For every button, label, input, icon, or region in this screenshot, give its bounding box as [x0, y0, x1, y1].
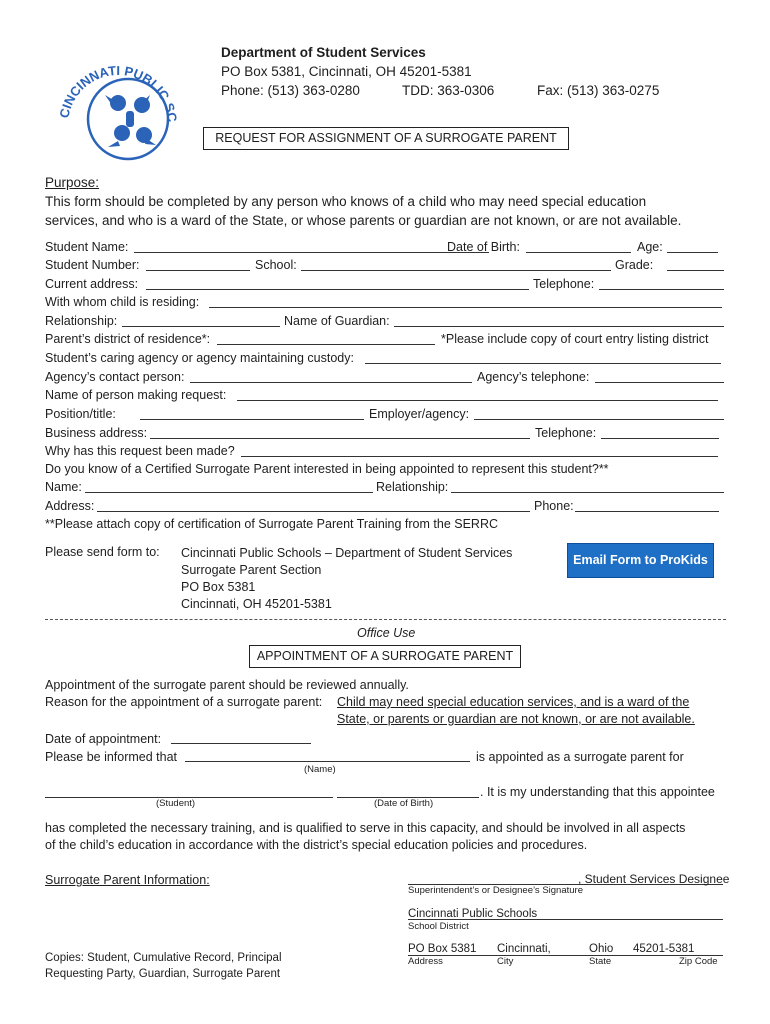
know-surrogate-label: Do you know of a Certified Surrogate Parent interested in being appointed to represent this student?** [45, 462, 609, 476]
send-to-address [181, 545, 512, 613]
send-to-line1: Cincinnati Public Schools – Department of Student Services [181, 546, 513, 560]
agency-label: Student’s caring agency or agency maintaining custody: [45, 351, 354, 365]
name-caption: (Name) [304, 764, 336, 775]
student-field[interactable] [45, 783, 333, 798]
reason-line1: Child may need special education services, and is a ward of the [337, 695, 690, 709]
guardian-name-label: Name of Guardian: [284, 314, 390, 328]
svg-text:CINCINNATI PUBLIC SCHOOLS [50, 55, 180, 123]
student-name-label: Student Name: [45, 240, 129, 254]
review-text: Appointment of the surrogate parent should be reviewed annually. [45, 678, 409, 692]
name-label: Name: [45, 480, 82, 494]
phone-field[interactable] [575, 497, 719, 512]
cert-note: **Please attach copy of certification of Surrogate Parent Training from the SERRC [45, 517, 499, 531]
send-to-line3: PO Box 5381 [181, 580, 256, 594]
residing-label: With whom child is residing: [45, 295, 200, 309]
student-name-field[interactable] [134, 238, 489, 253]
district-field[interactable] [217, 330, 435, 345]
cps-logo [50, 55, 185, 173]
student-number-field[interactable] [146, 256, 250, 271]
date-appointment-label: Date of appointment: [45, 732, 162, 746]
telephone2-field[interactable] [601, 424, 719, 439]
why-field[interactable] [241, 442, 718, 457]
dept-name: Department of Student Services [221, 45, 426, 60]
zip-caption: Zip Code [679, 956, 718, 967]
business-address-label: Business address: [45, 426, 148, 440]
understanding-text: . It is my understanding that this appointee [480, 785, 715, 799]
school-label: School: [255, 258, 297, 272]
completed-line1: has completed the necessary training, and is qualified to serve in this capacity, and should be involved in all aspects [45, 821, 686, 835]
reason-label: Reason for the appointment of a surrogate parent: [45, 695, 323, 709]
logo-graphic [50, 55, 185, 173]
city-caption: City [497, 956, 514, 967]
grade-field[interactable] [667, 256, 724, 271]
residing-field[interactable] [209, 293, 722, 308]
name-field[interactable] [85, 478, 373, 493]
student-number-label: Student Number: [45, 258, 140, 272]
send-to-label: Please send form to: [45, 545, 160, 559]
reason-line2: State, or parents or guardian are not known, or are not available. [337, 712, 695, 726]
address-caption: Address [408, 956, 443, 967]
relationship-field[interactable] [122, 312, 280, 327]
dob-field[interactable] [526, 238, 631, 253]
current-address-field[interactable] [146, 275, 529, 290]
agency-phone-label: Agency’s telephone: [477, 370, 590, 384]
address-field[interactable] [97, 497, 530, 512]
dept-fax: Fax: (513) 363-0275 [537, 83, 660, 98]
agency-phone-field[interactable] [595, 368, 724, 383]
relationship-label: Relationship: [45, 314, 118, 328]
form-title: REQUEST FOR ASSIGNMENT OF A SURROGATE PARENT [203, 127, 569, 150]
office-use-label: Office Use [357, 626, 416, 640]
why-label: Why has this request been made? [45, 444, 235, 458]
employer-field[interactable] [474, 405, 724, 420]
requester-field[interactable] [237, 386, 718, 401]
employer-label: Employer/agency: [369, 407, 470, 421]
student-dob-field[interactable] [337, 783, 479, 798]
copies-line2: Requesting Party, Guardian, Surrogate Parent [45, 968, 281, 980]
telephone-field[interactable] [599, 275, 724, 290]
po-value: PO Box 5381 [408, 943, 477, 955]
district-caption: School District [408, 921, 469, 932]
dept-tdd: TDD: 363-0306 [402, 83, 495, 98]
send-to-line2: Surrogate Parent Section [181, 563, 322, 577]
completed-line2: of the child’s education in accordance with the district’s special education policies and procedures. [45, 838, 588, 852]
relationship2-field[interactable] [451, 478, 724, 493]
informed-label: Please be informed that [45, 750, 178, 764]
dept-address: PO Box 5381, Cincinnati, OH 45201-5381 [221, 64, 472, 79]
appointed-text: is appointed as a surrogate parent for [476, 750, 684, 764]
age-field[interactable] [667, 238, 718, 253]
agency-contact-label: Agency’s contact person: [45, 370, 185, 384]
requester-label: Name of person making request: [45, 388, 227, 402]
surrogate-info-label: Surrogate Parent Information: [45, 873, 210, 887]
telephone-label: Telephone: [533, 277, 595, 291]
logo-text: CINCINNATI PUBLIC SC [56, 62, 181, 123]
signature-caption: Superintendent’s or Designee’s Signature [408, 885, 583, 896]
state-value: Ohio [589, 943, 614, 955]
position-field[interactable] [140, 405, 364, 420]
guardian-name-field[interactable] [394, 312, 724, 327]
dept-phone: Phone: (513) 363-0280 [221, 83, 360, 98]
designee-text: , Student Services Designee [578, 872, 730, 886]
purpose-line1: This form should be completed by any person who knows of a child who may need special education [45, 194, 647, 209]
district-note: *Please include copy of court entry listing district [441, 332, 709, 346]
send-to-line4: Cincinnati, OH 45201-5381 [181, 597, 332, 611]
date-appointment-field[interactable] [171, 729, 311, 744]
school-field[interactable] [301, 256, 611, 271]
student-caption: (Student) [156, 798, 196, 809]
dob-label: Date of Birth: [447, 240, 520, 254]
agency-field[interactable] [365, 349, 721, 364]
relationship2-label: Relationship: [376, 480, 449, 494]
purpose-line2: services, and who is a ward of the State, or whose parents or guardian are not known, or are not available. [45, 213, 682, 228]
grade-label: Grade: [615, 258, 654, 272]
copies-block [45, 950, 282, 982]
appointment-title: APPOINTMENT OF A SURROGATE PARENT [249, 645, 521, 668]
district-value: Cincinnati Public Schools [408, 908, 538, 920]
appointee-name-field[interactable] [185, 747, 470, 762]
state-caption: State [589, 956, 612, 967]
current-address-label: Current address: [45, 277, 139, 291]
telephone2-label: Telephone: [535, 426, 597, 440]
district-label: Parent’s district of residence*: [45, 332, 211, 346]
dob-caption: (Date of Birth) [374, 798, 434, 809]
copies-line1: Copies: Student, Cumulative Record, Principal [45, 952, 282, 964]
city-value: Cincinnati, [497, 943, 551, 955]
address-label: Address: [45, 499, 95, 513]
position-label: Position/title: [45, 407, 116, 421]
email-form-button[interactable]: Email Form to ProKids [567, 543, 714, 578]
age-label: Age: [637, 240, 663, 254]
business-address-field[interactable] [150, 424, 530, 439]
purpose-heading: Purpose: [45, 175, 100, 190]
phone-label: Phone: [534, 499, 574, 513]
agency-contact-field[interactable] [190, 368, 472, 383]
zip-value: 45201-5381 [633, 943, 695, 955]
divider [45, 619, 726, 620]
